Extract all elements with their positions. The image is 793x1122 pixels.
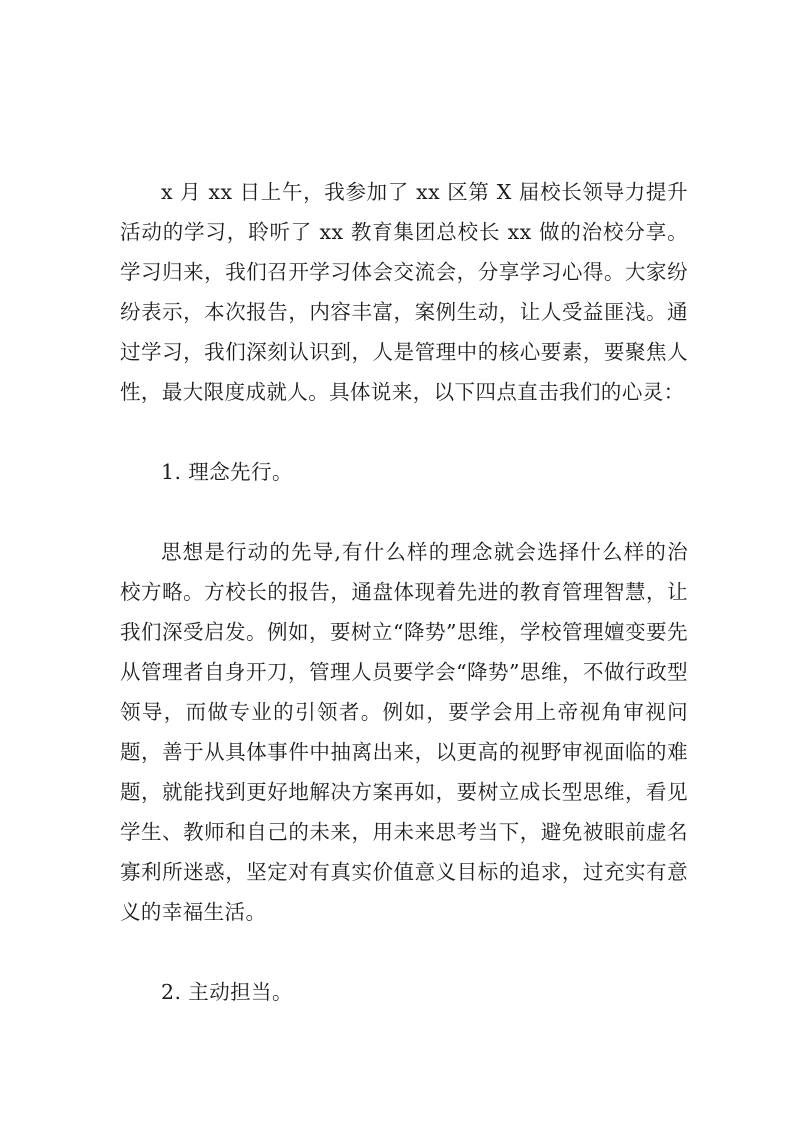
- section-2-heading: 2. 主动担当。: [161, 980, 293, 1004]
- paragraph-spacer: [120, 492, 688, 532]
- section-1-paragraph: 思想是行动的先导,有什么样的理念就会选择什么样的治校方略。方校长的报告，通盘体现着先进的教育管理智慧，让我们深受启发。例如，要树立“降势”思维，学校管理嬗变要先从管理者自身开刀，管理人员要学会“降势”思维，不做行政型领导，而做专业的引领者。例如，要学会用上帝视角审视问题，善于从具体事件中抽离出来，以更高的视野审视面临的难题，就能找到更好地解决方案再如，要树立成长型思维，看见学生、教师和自己的未来，用未来思考当下，避免被眼前虚名寡利所迷惑，坚定对有真实价值意义目标的追求，过充实有意义的幸福生活。: [120, 540, 688, 924]
- section-1-heading: 1. 理念先行。: [161, 460, 293, 484]
- intro-paragraph: x 月 xx 日上午，我参加了 xx 区第 X 届校长领导力提升活动的学习，聆听了 xx 教育集团总校长 xx 做的治校分享。学习归来，我们召开学习体会交流会，分享学习心得。大家纷纷表示，本次报告，内容丰富，案例生动，让人受益匪浅。通过学习，我们深刻认识到，人是管理中的核心要素，要聚焦人性，最大限度成就人。具体说来，以下四点直击我们的心灵：: [120, 180, 688, 404]
- paragraph-spacer: [120, 932, 688, 972]
- paragraph-spacer: [120, 412, 688, 452]
- document-text-body: [120, 172, 688, 1012]
